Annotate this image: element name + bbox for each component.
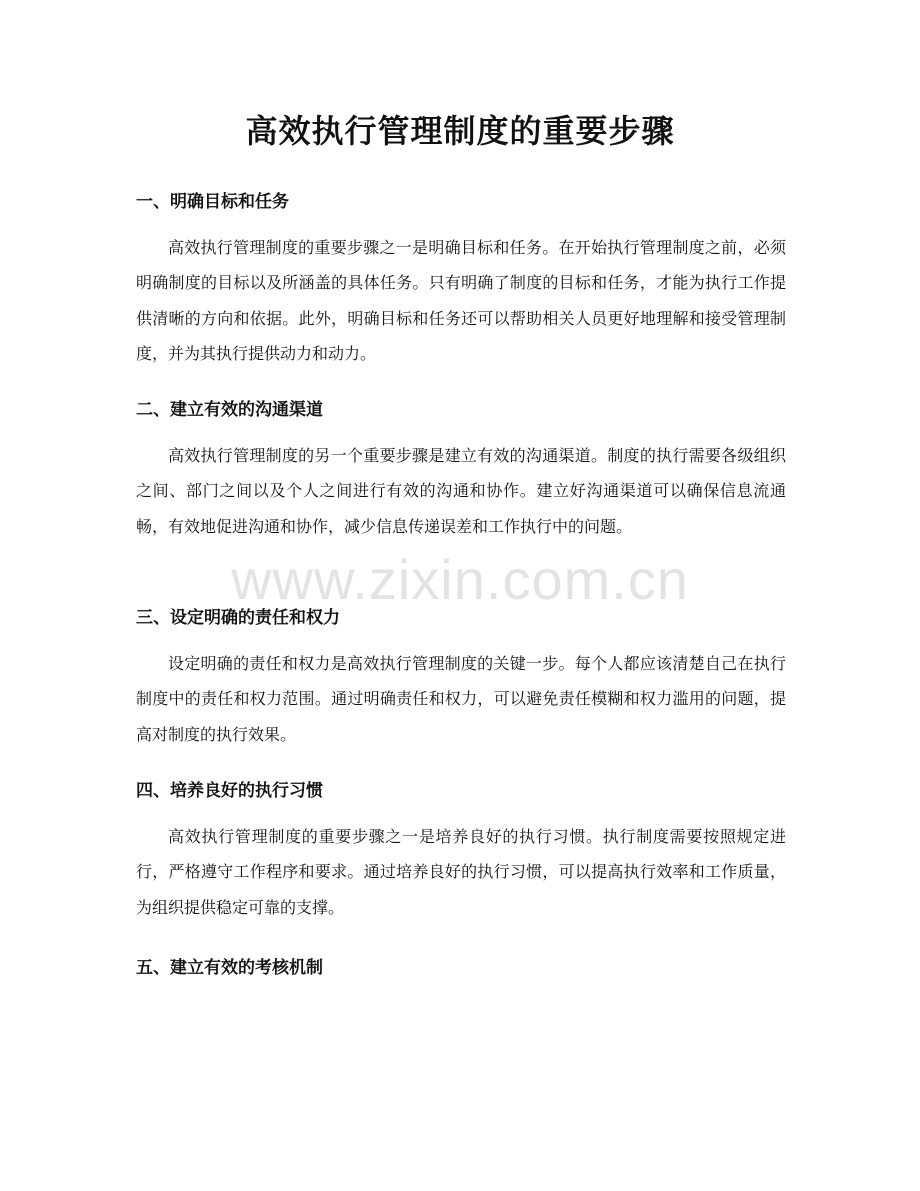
document-title: 高效执行管理制度的重要步骤 bbox=[245, 112, 675, 150]
section-3 bbox=[136, 604, 786, 752]
section-heading: 二、建立有效的沟通渠道 bbox=[136, 400, 323, 420]
section-paragraph: 高效执行管理制度的另一个重要步骤是建立有效的沟通渠道。制度的执行需要各级组织之间、部门之间以及个人之间进行有效的沟通和协作。建立好沟通渠道可以确保信息流通畅，有效地促进沟通和协作，减少信息传递误差和工作执行中的问题。 bbox=[136, 446, 786, 536]
section-paragraph: 高效执行管理制度的重要步骤之一是培养良好的执行习惯。执行制度需要按照规定进行，严格遵守工作程序和要求。通过培养良好的执行习惯，可以提高执行效率和工作质量，为组织提供稳定可靠的支撑。 bbox=[136, 827, 786, 917]
section-paragraph: 高效执行管理制度的重要步骤之一是明确目标和任务。在开始执行管理制度之前，必须明确制度的目标以及所涵盖的具体任务。只有明确了制度的目标和任务，才能为执行工作提供清晰的方向和依据。此外，明确目标和任务还可以帮助相关人员更好地理解和接受管理制度，并为其执行提供动力和动力。 bbox=[136, 238, 786, 363]
section-heading: 一、明确目标和任务 bbox=[136, 192, 289, 212]
section-4 bbox=[136, 777, 786, 925]
section-5 bbox=[136, 954, 786, 982]
section-2 bbox=[136, 396, 786, 544]
section-heading: 四、培养良好的执行习惯 bbox=[136, 781, 323, 801]
watermark: www.zixin.com.cn bbox=[231, 548, 689, 611]
section-paragraph: 设定明确的责任和权力是高效执行管理制度的关键一步。每个人都应该清楚自己在执行制度中的责任和权力范围。通过明确责任和权力，可以避免责任模糊和权力滥用的问题，提高对制度的执行效果。 bbox=[136, 654, 786, 744]
section-heading: 五、建立有效的考核机制 bbox=[136, 958, 323, 978]
section-1 bbox=[136, 188, 786, 371]
section-heading: 三、设定明确的责任和权力 bbox=[136, 608, 340, 628]
